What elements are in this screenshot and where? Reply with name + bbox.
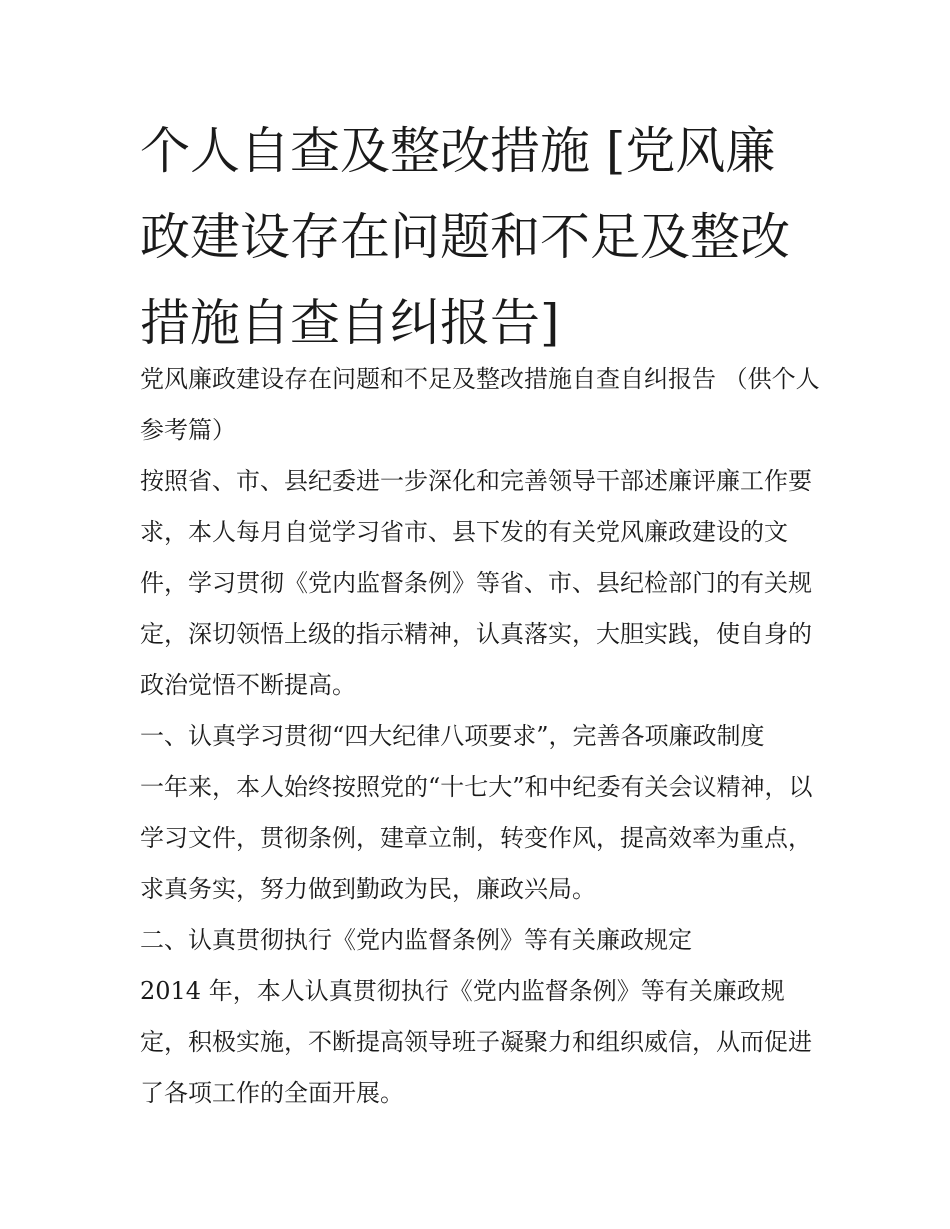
section-heading-2: 二、认真贯彻执行《党内监督条例》等有关廉政规定 bbox=[140, 926, 692, 954]
paragraph-intro: 按照省、市、县纪委进一步深化和完善领导干部述廉评廉工作要求，本人每月自觉学习省市、县下发的有关党风廉政建设的文件，学习贯彻《党内监督条例》等省、市、县纪检部门的有关规定，深切领悟上级的指示精神，认真落实，大胆实践，使自身的政治觉悟不断提高。 bbox=[140, 467, 812, 699]
paragraph-subtitle: 党风廉政建设存在问题和不足及整改措施自查自纠报告 （供个人参考篇） bbox=[140, 365, 820, 444]
document-title: 个人自查及整改措施 [党风廉政建设存在问题和不足及整改措施自查自纠报告] bbox=[140, 122, 790, 352]
paragraph-section-1: 一年来，本人始终按照党的“十七大”和中纪委有关会议精神，以学习文件，贯彻条例，建章立制，转变作风，提高效率为重点，求真务实，努力做到勤政为民，廉政兴局。 bbox=[140, 773, 813, 903]
paragraph-section-2: 2014 年，本人认真贯彻执行《党内监督条例》等有关廉政规定，积极实施，不断提高领导班子凝聚力和组织威信，从而促进了各项工作的全面开展。 bbox=[140, 977, 812, 1107]
section-heading-1: 一、认真学习贯彻“四大纪律八项要求”，完善各项廉政制度 bbox=[140, 722, 765, 750]
document-body bbox=[140, 354, 820, 1119]
